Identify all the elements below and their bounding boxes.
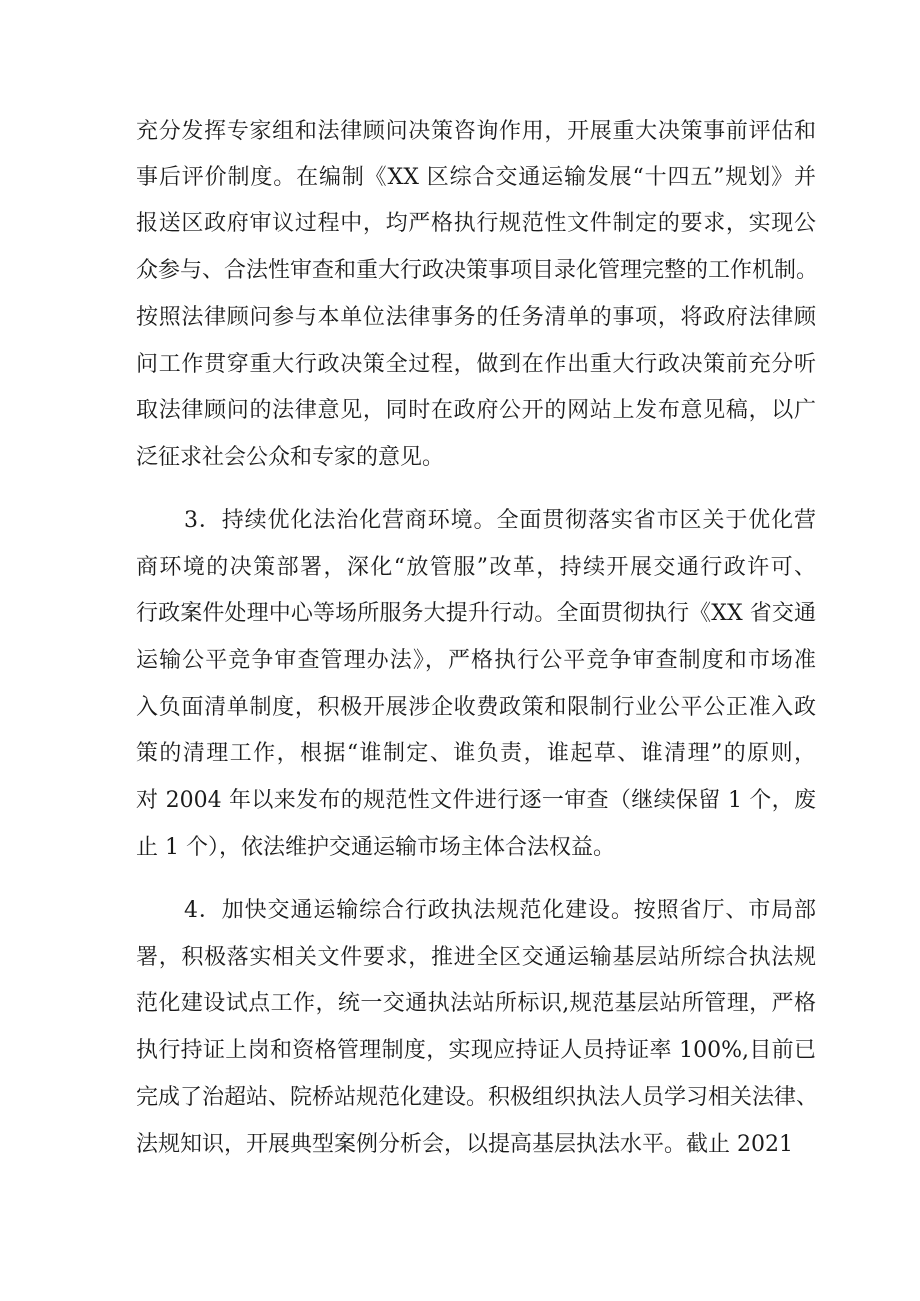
paragraph-line: 问工作贯穿重大行政决策全过程，做到在作出重大行政决策前充分听 <box>136 352 816 377</box>
paragraph-line: 对 2004 年以来发布的规范性文件进行逐一审查（继续保留 1 个，废 <box>136 788 816 813</box>
paragraph-line: 取法律顾问的法律意见，同时在政府公开的网站上发布意见稿，以广 <box>136 398 816 423</box>
paragraph-line: 行政案件处理中心等场所服务大提升行动。全面贯彻执行《XX 省交通 <box>136 601 816 626</box>
paragraph-line: 泛征求社会公众和专家的意见。 <box>136 445 445 470</box>
paragraph-line: 事后评价制度。在编制《XX 区综合交通运输发展“十四五”规划》并 <box>136 165 816 190</box>
paragraph-line: 充分发挥专家组和法律顾问决策咨询作用，开展重大决策事前评估和 <box>136 119 816 144</box>
paragraph-line: 商环境的决策部署，深化“放管服”改革，持续开展交通行政许可、 <box>136 555 816 580</box>
paragraph-line: 众参与、合法性审查和重大行政决策事项目录化管理完整的工作机制。 <box>136 258 819 283</box>
paragraph-line: 报送区政府审议过程中，均严格执行规范性文件制定的要求，实现公 <box>136 211 816 236</box>
paragraph-line: 止 1 个），依法维护交通运输市场主体合法权益。 <box>136 835 615 860</box>
paragraph-line: 法规知识，开展典型案例分析会，以提高基层执法水平。截止 2021 <box>136 1132 793 1157</box>
section-heading-line: 4．加快交通运输综合行政执法规范化建设。按照省厅、市局部 <box>184 898 816 923</box>
paragraph-line: 按照法律顾问参与本单位法律事务的任务清单的事项，将政府法律顾 <box>136 305 816 330</box>
paragraph-line: 完成了治超站、院桥站规范化建设。积极组织执法人员学习相关法律、 <box>136 1085 819 1110</box>
paragraph-line: 范化建设试点工作，统一交通执法站所标识,规范基层站所管理，严格 <box>136 991 816 1016</box>
paragraph-line: 署，积极落实相关文件要求，推进全区交通运输基层站所综合执法规 <box>136 945 816 970</box>
section-heading-line: 3．持续优化法治化营商环境。全面贯彻落实省市区关于优化营 <box>184 508 816 533</box>
paragraph-line: 执行持证上岗和资格管理制度，实现应持证人员持证率 100%,目前已 <box>136 1038 816 1063</box>
paragraph-line: 入负面清单制度，积极开展涉企收费政策和限制行业公平公正准入政 <box>136 695 816 720</box>
paragraph-line: 策的清理工作，根据“谁制定、谁负责，谁起草、谁清理”的原则， <box>136 741 816 766</box>
paragraph-line: 运输公平竞争审查管理办法》，严格执行公平竞争审查制度和市场准 <box>136 648 816 673</box>
